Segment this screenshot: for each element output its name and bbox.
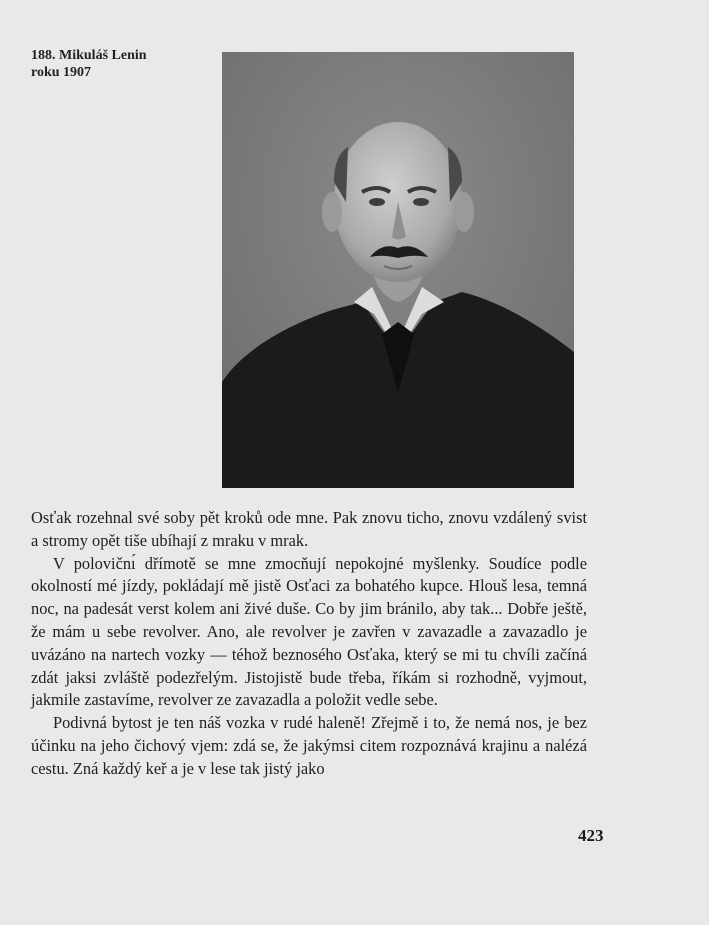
portrait-illustration: [222, 52, 574, 488]
paragraph: Osťak rozehnal své soby pět kroků ode mne. Pak znovu ticho, znovu vzdálený svist a stromy opět tiše ubíhají z mraku v mrak.: [31, 508, 587, 550]
portrait-photo: [222, 52, 574, 488]
page-number: 423: [578, 826, 604, 845]
body-text: [31, 507, 587, 781]
figure-caption: [31, 47, 147, 81]
paragraph: V polovičnı́ dřímotě se mne zmocňují nepokojné myšlenky. Soudíce podle okolností mé jízdy, pokládají mě jistě Osťaci za bohatého kupce. Hlouš lesa, temná noc, na padesát verst kolem ani živé duše. Co by jim bránilo, aby tak... Dobře ještě, že mám u sebe revolver. Ano, ale revolver je zavřen v zavazadle a zavazadlo je uvázáno na nartech vozky — téhož beznosého Osťaka, který se mi tu chvíli začíná zdát jaksi zvláště podezřelým. Jistojistě bude třeba, říkám si rozhodně, vyjmout, jakmile zastavíme, revolver ze zavazadla a položit vedle sebe.: [31, 553, 587, 710]
caption-line-year: roku 1907: [31, 65, 92, 80]
caption-line-title: 188. Mikuláš Lenin: [31, 48, 147, 63]
paragraph: Podivná bytost je ten náš vozka v rudé haleně! Zřejmě i to, že nemá nos, je bez účinku na jeho čichový vjem: zdá se, že jakýmsi citem rozpoznává krajinu a nalézá cestu. Zná každý keř a je v lese tak jistý jako: [31, 713, 587, 778]
